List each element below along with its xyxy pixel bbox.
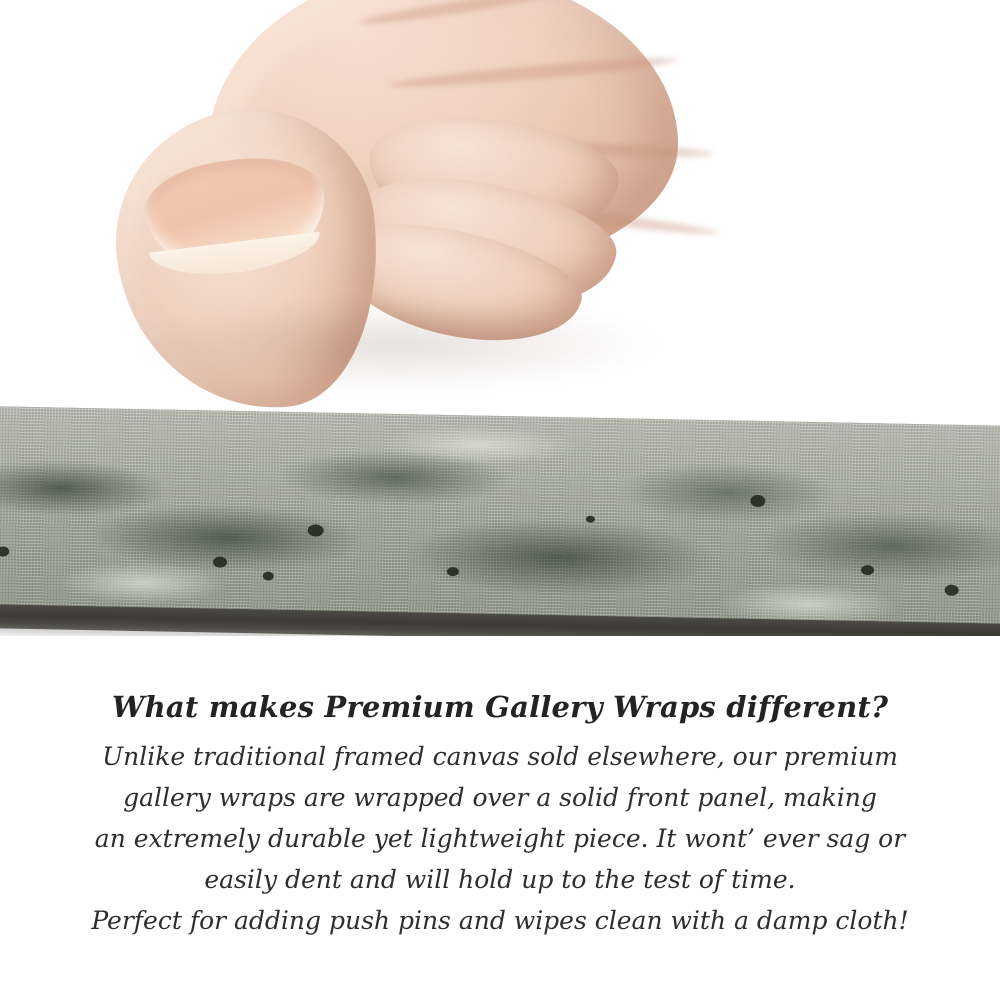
caption-line-2: gallery wraps are wrapped over a solid front panel, making (123, 783, 877, 812)
caption-line-5: Perfect for adding push pins and wipes clean with a damp cloth! (91, 906, 909, 935)
canvas-print-surface (0, 406, 1000, 636)
canvas-speck (263, 571, 274, 580)
hand-shadow (138, 300, 658, 390)
canvas-speck (0, 546, 9, 556)
knuckle-crease (388, 53, 678, 91)
caption-block (0, 690, 1000, 941)
canvas-speck (213, 557, 227, 568)
knuckle-crease (358, 0, 572, 29)
canvas-speck (308, 524, 324, 536)
canvas-speck (945, 585, 959, 596)
canvas-wrap-edge (0, 406, 1000, 636)
canvas-speck (750, 495, 765, 507)
caption-heading: What makes Premium Gallery Wraps different? (111, 690, 889, 724)
canvas-speck (447, 567, 459, 576)
canvas-speck (586, 516, 595, 523)
caption-line-3: an extremely durable yet lightweight piece. It wont’ ever sag or (94, 824, 906, 853)
hand-pressing-canvas (118, 0, 678, 430)
caption-line-1: Unlike traditional framed canvas sold elsewhere, our premium (102, 742, 898, 771)
caption-line-4: easily dent and will hold up to the test of time. (204, 865, 796, 894)
canvas-speck (861, 565, 874, 575)
